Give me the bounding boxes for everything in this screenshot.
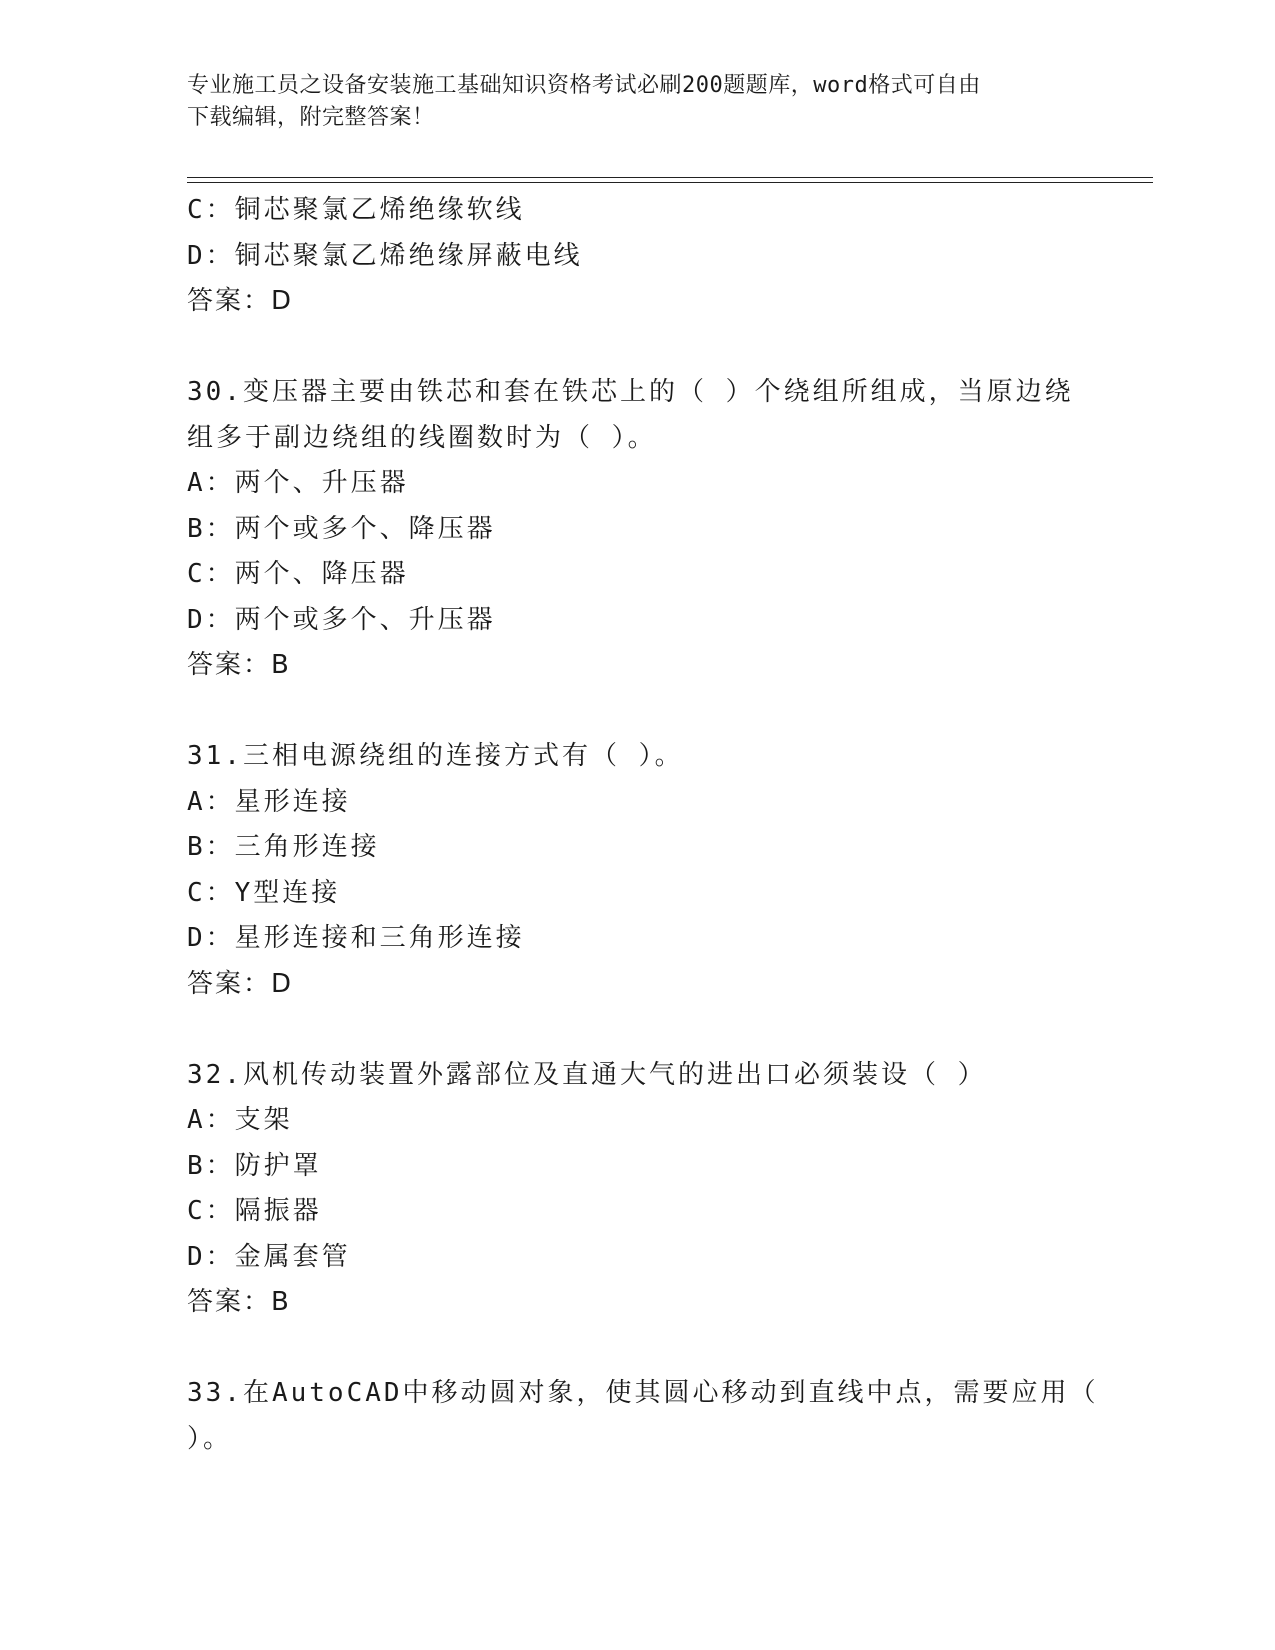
question-30 [187,370,1087,689]
spacer [187,689,1087,735]
option-c: C：铜芯聚氯乙烯绝缘软线 [187,195,525,225]
header-rule-top [187,177,1153,178]
question-list [187,188,1099,1462]
option-d: D：两个或多个、升压器 [187,604,496,635]
answer: 答案：B [187,650,291,680]
option-b: B：两个或多个、降压器 [187,513,496,544]
question-stem-line2: ）。 [187,1423,233,1454]
question-33 [187,1371,1099,1462]
option-d: D：星形连接和三角形连接 [187,923,525,953]
header-rule-bottom [187,182,1153,183]
question-32 [187,1053,1087,1326]
option-c: C：Y型连接 [187,877,341,908]
page-header [187,70,1067,134]
option-d: D：铜芯聚氯乙烯绝缘屏蔽电线 [187,240,583,271]
question-29 [187,188,1087,325]
option-c: C：隔振器 [187,1196,322,1226]
option-c: C：两个、降压器 [187,559,409,589]
answer: 答案：D [187,968,294,999]
question-stem: 32.风机传动装置外露部位及直通大气的进出口必须装设（ ） [187,1059,987,1090]
spacer [187,325,1087,371]
question-stem-line1: 30.变压器主要由铁芯和套在铁芯上的（ ）个绕组所组成，当原边绕 [187,377,1074,407]
question-stem-line1: 33.在AutoCAD中移动圆对象，使其圆心移动到直线中点，需要应用（ [187,1378,1099,1408]
option-a: A：星形连接 [187,786,351,817]
question-stem: 31.三相电源绕组的连接方式有（ ）。 [187,741,684,771]
answer: 答案：B [187,1287,291,1317]
header-title-line2: 下载编辑，附完整答案！ [187,105,435,130]
option-b: B：防护罩 [187,1150,322,1181]
option-a: A：支架 [187,1105,293,1135]
spacer [187,1007,1087,1053]
spacer [187,1326,1087,1372]
option-a: A：两个、升压器 [187,468,409,498]
question-31 [187,734,1087,1007]
option-d: D：金属套管 [187,1241,351,1272]
header-title-line1: 专业施工员之设备安装施工基础知识资格考试必刷200题题库，word格式可自由 [187,73,981,98]
question-stem-line2: 组多于副边绕组的线圈数时为（ ）。 [187,422,657,453]
answer: 答案：D [187,286,294,316]
option-b: B：三角形连接 [187,832,380,862]
